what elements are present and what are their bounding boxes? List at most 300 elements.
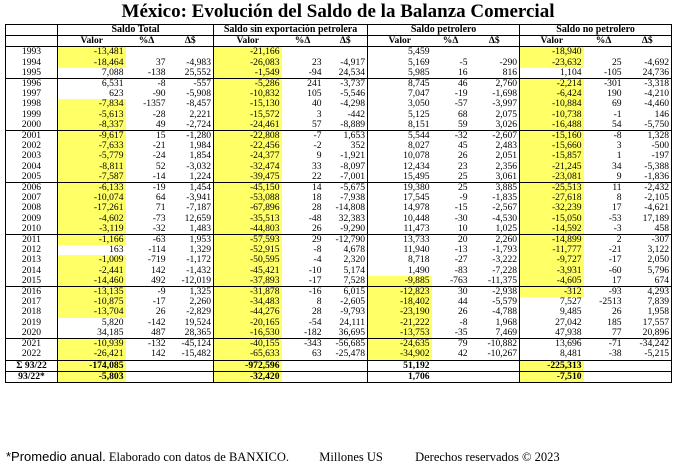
value-cell: -1,836 — [624, 172, 672, 183]
year-cell: 1993 — [6, 47, 58, 58]
value-cell: -9,290 — [340, 223, 366, 234]
year-subheader — [6, 36, 58, 47]
value-cell: 16 — [457, 67, 468, 78]
year-header — [6, 25, 58, 36]
table-row — [6, 297, 672, 307]
value-cell: 3 — [616, 141, 622, 152]
value-cell: -14,460 — [58, 276, 126, 287]
value-cell: -18,940 — [520, 47, 584, 58]
value-cell: 26 — [457, 307, 468, 318]
value-cell: 2,051 — [495, 151, 518, 162]
group-header-total: Saldo Total — [58, 25, 214, 36]
value-cell: 10 — [457, 223, 468, 234]
value-cell: -34,483 — [214, 297, 282, 307]
value-cell: -32,239 — [520, 203, 584, 213]
value-cell — [470, 47, 520, 58]
value-cell: -52,915 — [214, 245, 282, 255]
group-header-row — [6, 25, 672, 36]
value-cell: -8 — [459, 317, 468, 328]
value-cell: 3 — [316, 109, 322, 120]
value-cell: -24,377 — [214, 151, 282, 161]
year-cell: 2013 — [6, 255, 58, 265]
value-cell: 146 — [624, 110, 672, 120]
value-cell: 3,061 — [495, 171, 518, 182]
value-cell: -3,318 — [624, 79, 672, 90]
value-cell: 68 — [457, 109, 468, 120]
source-note: Elaborado con datos de BANXICO. — [108, 450, 290, 464]
value-cell: -7 — [282, 131, 324, 142]
value-cell: 57 — [311, 119, 322, 130]
value-cell: -37,893 — [214, 276, 282, 287]
value-cell: -39,475 — [214, 172, 282, 183]
value-cell: -15,130 — [214, 99, 282, 109]
value-cell: 28,365 — [184, 327, 212, 338]
value-cell: -16,488 — [520, 120, 584, 131]
value-cell: 8,745 — [368, 79, 432, 90]
value-cell: 1,454 — [168, 183, 214, 194]
value-cell: 46 — [432, 79, 470, 90]
value-cell: 34,185 — [58, 328, 126, 339]
value-cell — [168, 47, 214, 58]
value-cell: -30 — [454, 213, 468, 224]
table-row — [6, 318, 672, 328]
value-cell: 2,483 — [495, 141, 518, 152]
value-cell: -44,803 — [214, 224, 282, 235]
value-cell: 142 — [151, 349, 166, 360]
value-cell: -114 — [148, 245, 166, 256]
value-cell: 26 — [611, 307, 622, 318]
value-cell: -10,074 — [58, 193, 126, 203]
value-cell: -8 — [126, 79, 168, 90]
value-cell: -3,119 — [58, 224, 126, 235]
value-cell: -3 — [613, 223, 622, 234]
value-cell: -63 — [126, 235, 168, 246]
value-cell: -5,215 — [624, 349, 672, 360]
value-cell: -15,482 — [181, 349, 212, 360]
value-cell: -8,811 — [58, 162, 126, 172]
value-cell: -138 — [147, 67, 166, 78]
value-cell: -557 — [168, 79, 214, 90]
value-cell: 14,978 — [368, 203, 432, 213]
empty-cell — [126, 360, 214, 371]
value-cell: -3,997 — [492, 99, 518, 110]
value-cell: -5,286 — [214, 79, 282, 90]
year-cell: 2021 — [6, 339, 58, 350]
value-cell: -1 — [613, 109, 622, 120]
value-cell: -763 — [449, 275, 468, 286]
year-cell: 2016 — [6, 287, 58, 298]
value-cell: -1,698 — [492, 89, 518, 100]
year-cell: 1996 — [6, 79, 58, 90]
value-cell: -301 — [584, 79, 624, 90]
year-cell: 2014 — [6, 266, 58, 276]
table-row — [6, 99, 672, 109]
value-cell: -34,242 — [624, 339, 672, 350]
empty-cell — [282, 371, 368, 382]
value-cell: -22,456 — [214, 141, 282, 151]
value-cell — [584, 47, 624, 58]
table-row — [6, 58, 672, 68]
empty-cell — [584, 360, 672, 371]
value-cell: 5,796 — [624, 266, 672, 276]
value-cell — [624, 47, 672, 58]
value-cell — [126, 47, 168, 58]
value-cell: -4 — [313, 255, 322, 266]
sub-header-row — [6, 36, 672, 47]
value-cell: -14,592 — [520, 224, 584, 235]
value-cell: -4,210 — [624, 89, 672, 99]
value-cell: 33 — [311, 161, 322, 172]
table-row — [6, 120, 672, 131]
value-cell: -10,939 — [58, 339, 126, 350]
value-cell: 14 — [282, 183, 324, 194]
value-cell: 7,469 — [495, 327, 518, 338]
value-cell: -45,421 — [214, 266, 282, 276]
value-cell: -5,546 — [340, 89, 366, 100]
value-cell: -442 — [347, 109, 366, 120]
value-cell: 1,325 — [168, 287, 214, 298]
value-cell: 23 — [311, 57, 322, 68]
year-cell: 2003 — [6, 151, 58, 161]
value-cell: 3,050 — [368, 99, 432, 109]
value-cell: -7,001 — [340, 171, 366, 182]
sum-row-value: -174,085 — [58, 360, 126, 371]
value-cell: -34,902 — [368, 349, 432, 360]
column-header: Δ$ — [624, 36, 672, 47]
value-cell: 492 — [151, 275, 166, 286]
value-cell: -24,635 — [368, 339, 432, 350]
value-cell: -44,276 — [214, 307, 282, 317]
value-cell: 5,174 — [343, 265, 366, 276]
value-cell: -6,424 — [520, 89, 584, 99]
value-cell: 27,042 — [520, 318, 584, 328]
units-note: Millones US — [319, 450, 383, 464]
value-cell: -8 — [313, 245, 322, 256]
value-cell: -93 — [584, 287, 624, 298]
value-cell: 23 — [457, 161, 468, 172]
value-cell: 15 — [126, 131, 168, 142]
table-row — [6, 307, 672, 317]
year-cell: 2011 — [6, 235, 58, 246]
value-cell: -182 — [303, 327, 322, 338]
value-cell: -27,618 — [520, 193, 584, 203]
table-row — [6, 89, 672, 99]
value-cell: -28 — [152, 109, 166, 120]
value-cell: -5,908 — [186, 89, 212, 100]
average-row-label: 93/22* — [6, 371, 58, 382]
table-row — [6, 339, 672, 350]
empty-cell — [432, 360, 520, 371]
value-cell: 1,329 — [189, 245, 212, 256]
value-cell: -4,983 — [186, 57, 212, 68]
value-cell: -23,190 — [368, 307, 432, 317]
column-header: Valor — [520, 36, 584, 47]
table-row — [6, 287, 672, 298]
column-header: Valor — [368, 36, 432, 47]
value-cell: -5,579 — [492, 297, 518, 308]
value-cell: -7,834 — [58, 99, 126, 109]
value-cell: -7,587 — [58, 172, 126, 183]
value-cell: 1 — [616, 151, 622, 162]
value-cell: -32 — [432, 131, 470, 142]
value-cell: 11 — [584, 183, 624, 194]
value-cell: 5,459 — [368, 47, 432, 58]
value-cell: -50,595 — [214, 255, 282, 265]
value-cell: -5,779 — [58, 151, 126, 161]
value-cell: 1,984 — [189, 141, 212, 152]
group-header-oil: Saldo petrolero — [368, 25, 520, 36]
table-row — [6, 255, 672, 265]
value-cell: 816 — [502, 67, 518, 78]
value-cell: 52 — [155, 161, 166, 172]
value-cell: -1357 — [143, 99, 166, 110]
value-cell: 24,534 — [338, 67, 366, 78]
value-cell: -3,032 — [186, 161, 212, 172]
average-row-value: -5,803 — [58, 371, 126, 382]
value-cell: 458 — [624, 224, 672, 235]
value-cell: 7,047 — [368, 89, 432, 99]
value-cell: -11,777 — [520, 245, 584, 255]
sum-row — [6, 360, 672, 371]
value-cell: -13,704 — [58, 307, 126, 317]
year-cell: 2007 — [6, 193, 58, 203]
value-cell: 44 — [457, 297, 468, 308]
value-cell: -2,105 — [624, 193, 672, 203]
value-cell: 8,481 — [520, 349, 584, 360]
year-cell: 2004 — [6, 162, 58, 172]
value-cell: 12,659 — [184, 213, 212, 224]
value-cell: 1,224 — [189, 171, 212, 182]
value-cell: -9,727 — [520, 255, 584, 265]
value-cell: -132 — [126, 339, 168, 350]
value-cell: -94 — [308, 67, 322, 78]
table-row — [6, 245, 672, 255]
table-row — [6, 183, 672, 194]
value-cell: 9 — [616, 171, 622, 182]
value-cell — [282, 47, 324, 58]
value-cell: -20,165 — [214, 318, 282, 328]
value-cell: 241 — [282, 79, 324, 90]
year-cell: 1995 — [6, 68, 58, 79]
value-cell: 8 — [616, 193, 622, 204]
value-cell: -10,832 — [214, 89, 282, 99]
table-row — [6, 68, 672, 79]
column-header: %Δ — [584, 36, 624, 47]
value-cell: -7,633 — [58, 141, 126, 151]
value-cell: 11,473 — [368, 224, 432, 235]
value-cell: 49 — [155, 119, 166, 130]
value-cell: -15,050 — [520, 214, 584, 224]
value-cell: -2,441 — [58, 266, 126, 276]
year-cell: 1999 — [6, 110, 58, 120]
value-cell: -13,481 — [58, 47, 126, 58]
value-cell: 28 — [311, 203, 322, 214]
average-row — [6, 371, 672, 382]
value-cell: -17 — [308, 275, 322, 286]
value-cell: 2,260 — [470, 235, 520, 246]
value-cell: 1,025 — [495, 223, 518, 234]
value-cell: -1,166 — [58, 235, 126, 246]
value-cell: -40,155 — [214, 339, 282, 350]
value-cell: -71 — [584, 339, 624, 350]
value-cell: 20,896 — [624, 328, 672, 339]
value-cell: 47,938 — [520, 328, 584, 339]
value-cell: -12,019 — [181, 275, 212, 286]
column-header: %Δ — [126, 36, 168, 47]
value-cell: -2 — [313, 141, 322, 152]
year-cell: 2000 — [6, 120, 58, 131]
value-cell: -4,298 — [340, 99, 366, 110]
value-cell: -1,280 — [168, 131, 214, 142]
value-cell: -53,088 — [214, 193, 282, 203]
value-cell: 8 — [316, 297, 322, 308]
value-cell: 24,736 — [624, 68, 672, 79]
value-cell: 11,940 — [368, 245, 432, 255]
column-header: Δ$ — [168, 36, 214, 47]
empty-cell — [282, 360, 368, 371]
value-cell: 7,088 — [58, 68, 126, 79]
value-cell: -13,753 — [368, 328, 432, 339]
value-cell: -3,931 — [520, 266, 584, 276]
value-cell: -8,889 — [340, 119, 366, 130]
average-row-value: -7,510 — [520, 371, 584, 382]
value-cell: -6,133 — [58, 183, 126, 194]
value-cell: 674 — [624, 276, 672, 287]
value-cell: -105 — [603, 67, 622, 78]
value-cell: 4,293 — [624, 287, 672, 298]
value-cell: 5,544 — [368, 131, 432, 142]
value-cell: -1,009 — [58, 255, 126, 265]
value-cell: -13,135 — [58, 287, 126, 298]
value-cell: -5,613 — [58, 110, 126, 120]
value-cell: -24 — [152, 151, 166, 162]
value-cell: -35,513 — [214, 214, 282, 224]
sum-row-value: -225,313 — [520, 360, 584, 371]
average-row-value: 1,706 — [368, 371, 432, 382]
year-cell: 2010 — [6, 224, 58, 235]
value-cell: 34 — [611, 161, 622, 172]
table-row — [6, 151, 672, 161]
value-cell: 17,545 — [368, 193, 432, 203]
value-cell: 8,718 — [368, 255, 432, 265]
table-row — [6, 131, 672, 142]
empty-cell — [584, 371, 672, 382]
value-cell: 2,221 — [189, 109, 212, 120]
column-header: Valor — [58, 36, 126, 47]
value-cell: -26,421 — [58, 349, 126, 360]
value-cell: -17 — [608, 255, 622, 266]
value-cell: -4,460 — [624, 99, 672, 109]
table-row — [6, 79, 672, 90]
value-cell: 29 — [282, 235, 324, 246]
value-cell: 4,678 — [343, 245, 366, 256]
column-header: %Δ — [432, 36, 470, 47]
value-cell: -9,793 — [340, 307, 366, 318]
value-cell: -9 — [126, 287, 168, 298]
value-cell: -22,808 — [214, 131, 282, 142]
value-cell: -21 — [608, 245, 622, 256]
table-row — [6, 172, 672, 183]
value-cell: 1,958 — [624, 307, 672, 317]
value-cell: -23,632 — [520, 58, 584, 68]
value-cell: 63 — [311, 349, 322, 360]
value-cell: -15 — [454, 203, 468, 214]
value-cell: 2,320 — [343, 255, 366, 266]
value-cell: -500 — [624, 141, 672, 151]
value-cell: 190 — [607, 89, 622, 100]
value-cell: 1,953 — [168, 235, 214, 246]
value-cell: 9,485 — [520, 307, 584, 317]
value-cell: -21,166 — [214, 47, 282, 58]
value-cell: -14,899 — [520, 235, 584, 246]
value-cell: 1,104 — [520, 68, 584, 79]
value-cell: -15,660 — [520, 141, 584, 151]
value-cell: 6,015 — [324, 287, 368, 298]
value-cell: -8,097 — [340, 161, 366, 172]
value-cell: 487 — [151, 327, 166, 338]
value-cell: -90 — [152, 89, 166, 100]
value-cell: -10,875 — [58, 297, 126, 307]
table-row — [6, 162, 672, 172]
value-cell: -1,835 — [492, 193, 518, 204]
table-row — [6, 47, 672, 58]
value-cell: -21,245 — [520, 162, 584, 172]
value-cell: 163 — [58, 245, 126, 255]
value-cell: -8,337 — [58, 120, 126, 131]
value-cell: -73 — [152, 213, 166, 224]
value-cell: 13,733 — [368, 235, 432, 246]
value-cell: 20 — [432, 235, 470, 246]
value-cell: -24,461 — [214, 120, 282, 131]
value-cell: 2,075 — [495, 109, 518, 120]
value-cell: 37 — [155, 57, 166, 68]
value-cell: -1,921 — [340, 151, 366, 162]
value-cell: -3,737 — [324, 79, 368, 90]
value-cell: 25,552 — [184, 67, 212, 78]
value-cell: 79 — [432, 339, 470, 350]
value-cell: 3,122 — [624, 245, 672, 255]
value-cell: 77 — [611, 327, 622, 338]
value-cell: -11,375 — [487, 275, 518, 286]
value-cell: -2,432 — [624, 183, 672, 194]
year-cell: 2008 — [6, 203, 58, 213]
value-cell: 2,356 — [495, 161, 518, 172]
value-cell: 25 — [432, 183, 470, 194]
value-cell: 69 — [611, 99, 622, 110]
value-cell: 19,380 — [368, 183, 432, 194]
table-row — [6, 266, 672, 276]
value-cell: -4,621 — [624, 203, 672, 213]
value-cell: -18,402 — [368, 297, 432, 307]
value-cell: 1,490 — [368, 266, 432, 276]
year-cell: 2017 — [6, 297, 58, 307]
value-cell: 623 — [58, 89, 126, 99]
value-cell: -10,738 — [520, 110, 584, 120]
value-cell: -12,823 — [368, 287, 432, 298]
value-cell: 30 — [432, 287, 470, 298]
value-cell: -10 — [308, 265, 322, 276]
value-cell: 9 — [316, 151, 322, 162]
table-row — [6, 349, 672, 360]
value-cell: 8,151 — [368, 120, 432, 131]
value-cell: -2,214 — [520, 79, 584, 90]
value-cell: -21 — [152, 141, 166, 152]
year-cell: 2012 — [6, 245, 58, 255]
value-cell: 3,026 — [495, 119, 518, 130]
value-cell: -2,724 — [186, 119, 212, 130]
value-cell: -4,605 — [520, 276, 584, 287]
value-cell: -56,685 — [324, 339, 368, 350]
